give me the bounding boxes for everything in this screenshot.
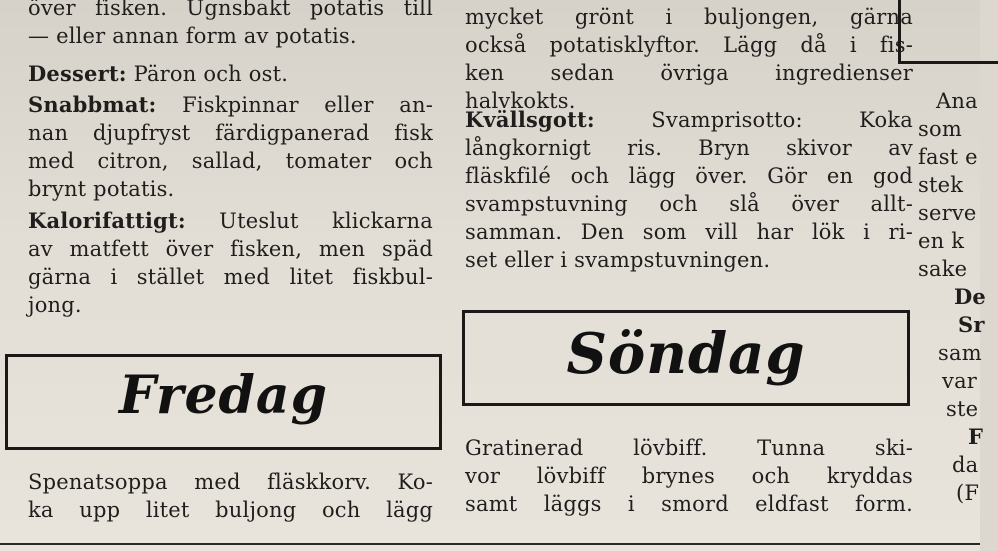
text-line: samt läggs i smord eldfast form. (465, 492, 913, 516)
text-line: Sr (958, 312, 985, 337)
paragraph-fragments (918, 87, 998, 507)
paragraph-snabbmat (28, 91, 433, 203)
text-line: halvkokts. (465, 89, 576, 113)
paragraph-intro (465, 3, 913, 115)
text-line: med citron, sallad, tomater och (28, 149, 433, 173)
text-line: serve (918, 201, 977, 225)
paragraph-fredag (28, 468, 433, 524)
text-line: ken sedan övriga ingredienser (465, 61, 913, 85)
text-fragment: Svamprisotto: Koka (594, 108, 913, 132)
fredag-heading: Fredag (119, 365, 328, 426)
text-line: Gratinerad lövbiff. Tunna ski- (465, 436, 913, 460)
text-line: långkornigt ris. Bryn skivor av (465, 136, 913, 160)
label-kvallsgott: Kvällsgott: (465, 107, 595, 132)
column-middle (465, 0, 913, 551)
text-fragment: Fiskpinnar eller an- (156, 93, 433, 117)
text-line: ste (946, 397, 979, 421)
text-line: en k (918, 229, 965, 253)
text-line: set eller i svampstuvningen. (465, 248, 771, 272)
sondag-heading-box (462, 310, 910, 406)
text-line: Spenatsoppa med fläskkorv. Ko- (28, 470, 433, 494)
text-line: ka upp litet buljong och lägg (28, 498, 433, 522)
bottom-rule (0, 543, 980, 545)
text-line: samman. Den som vill har lök i ri- (465, 220, 913, 244)
text-line: sam (938, 341, 982, 365)
text-line: fläskfilé och lägg över. Gör en god (465, 164, 913, 188)
text-line: — eller annan form av potatis. (28, 24, 357, 48)
text-line: stek (918, 173, 964, 197)
text-line: De (954, 284, 986, 309)
text-line: jong. (28, 293, 82, 317)
column-left (28, 0, 433, 551)
text-line: också potatisklyftor. Lägg då i fis- (465, 33, 913, 57)
text-line: var (942, 369, 978, 393)
text-line: da (952, 453, 979, 477)
text-line: svampstuvning och slå över allt- (465, 192, 913, 216)
text-line (465, 106, 913, 134)
dessert-text: Päron och ost. (126, 62, 289, 86)
text-line (28, 60, 433, 88)
text-line: som (918, 117, 962, 141)
label-dessert: Dessert: (28, 61, 127, 86)
label-snabbmat: Snabbmat: (28, 92, 157, 117)
label-kalorifattigt: Kalorifattigt: (28, 208, 186, 233)
text-line: gärna i stället med litet fiskbul- (28, 265, 433, 289)
fredag-heading-box (5, 354, 442, 450)
text-line: Ana (936, 89, 978, 113)
text-line: F (968, 424, 984, 449)
text-line: sake (918, 257, 968, 281)
text-line (28, 91, 433, 119)
text-line (28, 207, 433, 235)
paragraph-kvallsgott (465, 106, 913, 274)
paragraph-kalorifattigt (28, 207, 433, 319)
text-line: nan djupfryst färdigpanerad fisk (28, 121, 433, 145)
text-line: över fisken. Ugnsbakt potatis till (28, 0, 433, 20)
sondag-heading: Söndag (566, 321, 806, 387)
text-fragment: Uteslut klickarna (185, 209, 433, 233)
text-line: (F (956, 481, 980, 505)
text-line: brynt potatis. (28, 177, 175, 201)
paragraph-dessert (28, 60, 433, 88)
column-right-cropped (918, 0, 998, 551)
text-line: mycket grönt i buljongen, gärna (465, 5, 913, 29)
text-line: av matfett över fisken, men späd (28, 237, 433, 261)
text-line: vor lövbiff brynes och kryddas (465, 464, 913, 488)
text-line: fast e (918, 145, 978, 169)
paragraph-intro (28, 0, 433, 50)
paragraph-sondag (465, 434, 913, 518)
